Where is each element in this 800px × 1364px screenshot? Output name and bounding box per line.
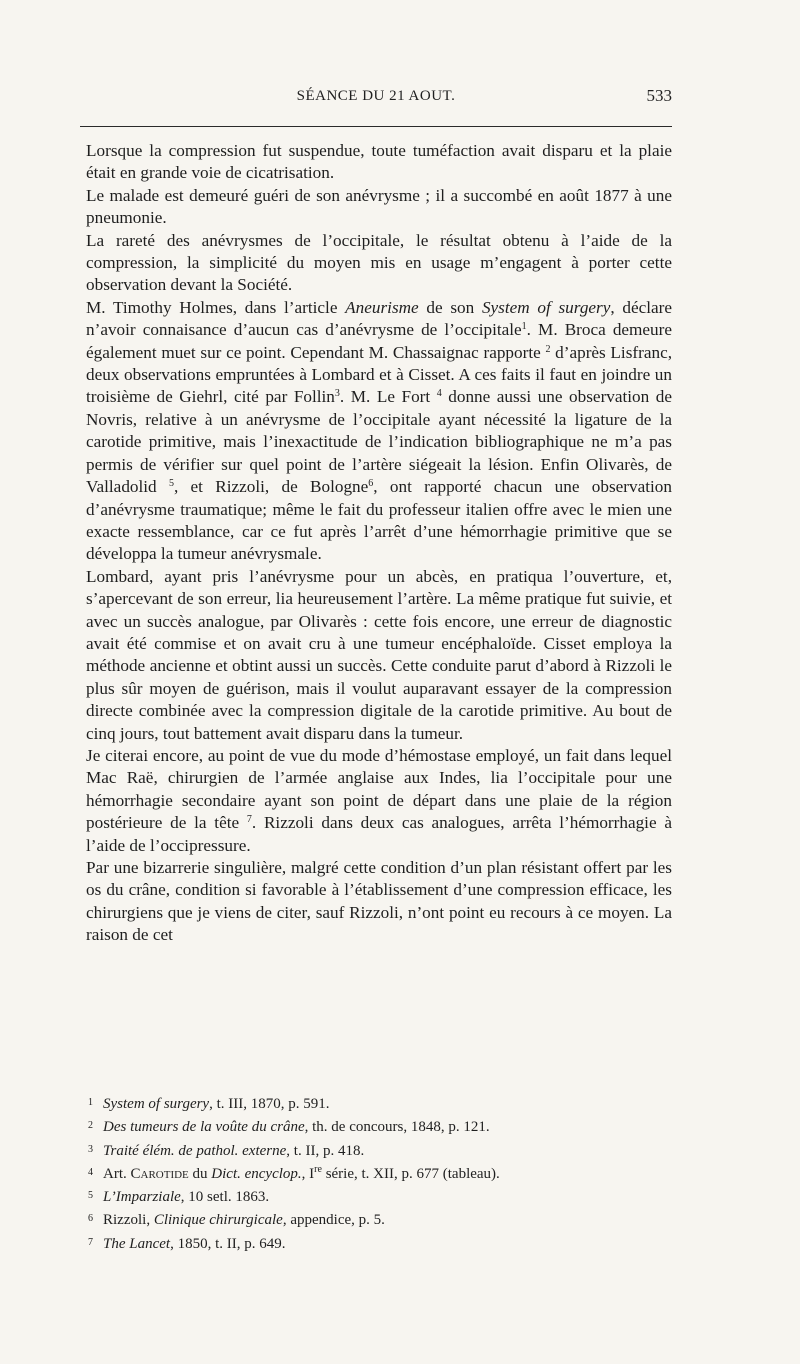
text-run: , t. III, 1870, p. 591. xyxy=(209,1096,330,1112)
footnote-number: 3 xyxy=(88,1143,93,1155)
footnote-number: 5 xyxy=(88,1190,93,1202)
footnote-ref: 5 xyxy=(168,478,174,490)
text-run: . Rizzoli dans deux cas analogues, arrêta l’hémorrhagie à l’aide de l’occipressure. xyxy=(86,813,672,855)
text-run: , ont rapporté chacun une observation d’anévrysme traumatique; même le fait du professeur italien offre avec le mien une exacte ressemblance, car ce fut après l’arrêt d’une hémorrhagie primitive que se développa la tumeur anévrysmale. xyxy=(86,477,672,564)
italic-text: Des tumeurs de la voûte du crâne xyxy=(103,1119,305,1136)
footnote-ref: 3 xyxy=(334,388,340,400)
text-run: Rizzoli, xyxy=(103,1212,154,1229)
footnote-number: 7 xyxy=(88,1236,93,1248)
text-run: . M. Le Fort xyxy=(339,387,437,407)
footnote-number: 2 xyxy=(88,1120,93,1132)
text-run: Lombard, ayant pris l’anévrysme pour un abcès, en pratiqua l’ouverture, et, s’apercevant de son erreur, lia heureusement l’artère. La même pratique fut suivie, et avec un succès analogue, par Olivarès : cette fois encore, une erreur de diagnostic avait été commise et on avait cru à une tumeur encéphaloïde. Cisset employa la méthode ancienne et obtint aussi un succès. Cette conduite parut d’abord à Rizzoli le plus sûr moyen de guérison, mais il voulut auparavant essayer de la compression directe combinée avec la compression digitale de la carotide primitive. Au bout de cinq jours, tout battement avait disparu dans la tumeur. xyxy=(86,566,672,743)
footnote-ref: 1 xyxy=(521,321,527,333)
paragraph xyxy=(86,566,672,745)
footnote xyxy=(88,1208,672,1231)
footnote xyxy=(88,1185,672,1208)
paragraph xyxy=(86,297,672,566)
footnote-number: 4 xyxy=(88,1166,93,1178)
text-run: Je citerai encore, au point de vue du mode d’hémostase employé, un fait dans lequel Mac Raë, chirurgien de l’armée anglaise aux Indes, lia l’occipitale pour une hémorrhagie secondaire ayant son point de départ dans une plaie de la région postérieure de la tête xyxy=(86,745,672,833)
text-run: Lorsque la compression fut suspendue, toute tuméfaction avait disparu et la plaie était en grande voie de cicatrisation. xyxy=(86,141,672,183)
text-run: donne aussi une observation de Novris, relative à un anévrysme de l’occipitale ayant nécessité la ligature de la carotide primitive, mais l’inexactitude de l’indication bibliographique ne m’a pas permis de vérifier sur quel point de l’artère siégeait la lésion. Enfin Olivarès, de Valladolid xyxy=(86,387,673,497)
text-run: série, t. XII, p. 677 (tableau). xyxy=(321,1165,500,1182)
paragraph xyxy=(86,140,672,185)
footnote-ref: 2 xyxy=(545,343,551,355)
italic-text: System of surgery xyxy=(103,1096,210,1112)
text-run: , déclare n’avoir connaisance d’aucun cas d’anévrysme de l’occipitale xyxy=(86,297,672,340)
footnote xyxy=(88,1092,672,1115)
footnote xyxy=(88,1115,672,1138)
text-run: du xyxy=(188,1165,212,1182)
paragraph xyxy=(86,857,672,947)
running-head: SÉANCE DU 21 AOUT. xyxy=(296,88,456,104)
footnotes xyxy=(88,1092,672,1255)
footnote-ref: 4 xyxy=(436,388,442,400)
text-run: , et Rizzoli, de Bologne xyxy=(173,477,369,497)
italic-text: L’Imparziale xyxy=(103,1189,181,1206)
text-run: de son xyxy=(418,297,482,317)
italic-text: Traité élém. de pathol. externe xyxy=(103,1142,287,1159)
italic-text: Dict. encyclop. xyxy=(211,1165,302,1182)
text-run: , th. de concours, 1848, p. 121. xyxy=(304,1119,490,1136)
text-run: , 1850, t. II, p. 649. xyxy=(170,1235,286,1252)
footnote-number: 6 xyxy=(88,1213,93,1225)
paragraph xyxy=(86,185,672,230)
text-run: La rareté des anévrysmes de l’occipitale, le résultat obtenu à l’aide de la compression, la simplicité du moyen mis en usage m’engagent à porter cette observation devant la Société. xyxy=(86,230,672,295)
text-run: , t. II, p. 418. xyxy=(286,1142,365,1159)
footnote xyxy=(88,1139,672,1162)
footnote-ref: 7 xyxy=(246,814,252,826)
italic-text: System of surgery xyxy=(481,297,611,317)
text-run: , 10 setl. 1863. xyxy=(180,1189,270,1206)
text-run: Art. xyxy=(103,1165,131,1182)
header-rule xyxy=(80,126,672,127)
text-run: Le malade est demeuré guéri de son anévrysme ; il a succombé en août 1877 à une pneumonie. xyxy=(86,185,672,228)
page-header xyxy=(80,88,672,116)
italic-text: Clinique chirurgicale xyxy=(153,1212,283,1229)
paragraph xyxy=(86,230,672,297)
footnote-ref: re xyxy=(314,1163,322,1175)
footnote-number: 1 xyxy=(88,1097,93,1108)
italic-text: The Lancet xyxy=(103,1235,171,1252)
footnote xyxy=(88,1162,672,1185)
text-run: . M. Broca demeure également muet sur ce point. Cependant M. Chassaignac rapporte xyxy=(86,320,672,362)
paragraph xyxy=(86,745,672,857)
text-run: , appendice, p. 5. xyxy=(282,1212,385,1229)
text-run: , I xyxy=(301,1165,315,1182)
page-number: 533 xyxy=(646,86,672,105)
text-run: Carotide xyxy=(130,1165,189,1182)
footnote xyxy=(88,1232,672,1255)
italic-text: Aneurisme xyxy=(345,297,419,317)
text-run: Par une bizarrerie singulière, malgré cette condition d’un plan résistant offert par les os du crâne, condition si favorable à l’établissement d’une compression efficace, les chirurgiens que je viens de citer, sauf Rizzoli, n’ont point eu recours à ce moyen. La raison de cet xyxy=(86,858,672,945)
footnote-ref: 6 xyxy=(368,478,374,490)
text-run: d’après Lisfranc, deux observations empruntées à Lombard et à Cisset. A ces faits il faut en joindre un troisième de Giehrl, cité par Follin xyxy=(86,342,672,407)
body-text xyxy=(86,140,672,947)
text-run: M. Timothy Holmes, dans l’article xyxy=(86,297,346,317)
